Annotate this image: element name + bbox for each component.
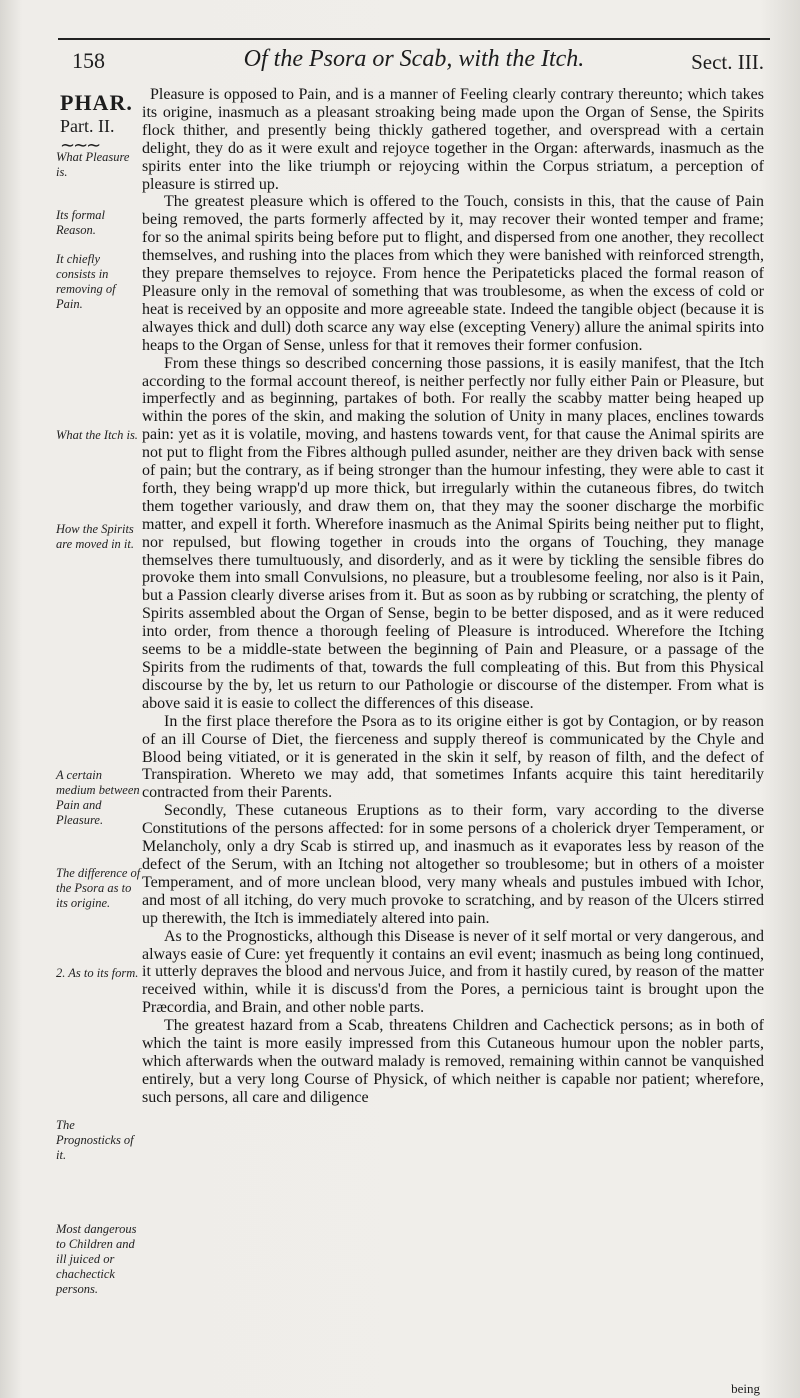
paragraph: In the first place therefore the Psora as to its origine either is got by Contagion, or by reason of an ill Course of Diet, the fierceness and supply thereof is communicated by the Chyle and Blood being vitiated, or it is generated in the skin it self, by reason of filth, and the defect of Transpiration. Whereto we may add, that sometimes Infants acquire this taint hereditarily contracted from their Parents. (142, 712, 764, 802)
paragraph: As to the Prognosticks, although this Disease is never of it self mortal or very dangerous, and always easie of Cure: yet frequently it contains an evil event; inasmuch as being long continued, it utterly depraves the blood and nervous Juice, and from it hastily cured, by reason of the matter received within, while it is discuss'd from the Pores, a pernicious taint is brought upon the Præcordia, and Brain, and other noble parts. (142, 927, 764, 1017)
margin-note: What the Itch is. (56, 428, 138, 442)
margin-note: The Prognosticks of it. (56, 1118, 134, 1162)
paragraph: The greatest hazard from a Scab, threatens Children and Cachectick persons; as in both of which the taint is more easily impressed from this Cutaneous humour upon the nobler parts, which afterwards when the outward malady is removed, remaining within cannot be vanquished entirely, but a very long Course of Physick, of which neither is capable nor patient; wherefore, such persons, all care and diligence (142, 1017, 764, 1106)
paragraph: Secondly, These cutaneous Eruptions as to their form, vary according to the diverse Constitutions of the persons affected: for in some persons of a cholerick dryer Temperament, or Melancholy, only a dry Scab is stirred up, and inasmuch as it evaporates less by reason of the defect of the Serum, with an Itching not altogether so troublesome; but in others of a moister Temperament, and of more unclean blood, very many wheals and pustules imbued with Ichor, and most of all itching, do very much provoke to scratching, and by reason of the Ulcers stirred up therewith, the Itch is immediately altered into pain. (142, 802, 764, 927)
paragraph: From these things so described concerning those passions, it is easily manifest, that the Itch according to the formal account thereof, is neither perfectly nor fully either Pain or Pleasure, but imperfectly and as beginning, partakes of both. For really the scabby matter being heaped up within the pores of the skin, and making the solution of Unity in many places, enclines towards pain: yet as it is volatile, moving, and hastens towards vent, for that cause the Animal spirits are not put to flight from the Fibres although pulled asunder, neither are they driven back with sense of pain; but the contrary, as if being stronger than the humour infesting, they were able to cast it forth, they being wrapp'd up more thick, but irregularly within the cutaneous fibres, do twitch them together variously, and draw them on, that they may the sooner discharge the morbific matter, and expell it forth. Wherefore inasmuch as the Animal Spirits being neither put to flight, nor repulsed, but flowing together in crouds into the organs of Touching, they manage themselves there tumultuously, and disorderly, and as it were by tickling the sensible fibres do provoke them into small Convulsions, no pleasure, but a troublesome feeling, nor also is it Pain, but a Passion clearly diverse arises from it. But as soon as by rubbing or scratching, the plenty of Spirits assembled about the Organ of Sense, begin to be better disposed, and as it were reduced into order, from thence a thorough feeling of Pleasure is introduced. Wherefore the Itching seems to be a middle-state between the beginning of Pain and Pleasure, or a passage of the Spirits from the rudiments of that, towards the full compleating of this. But from this Physical discourse by the by, let us return to our Pathologie or discourse of the distemper. From what is above said it is easie to collect the differences of this disease. (142, 354, 764, 712)
running-head (60, 90, 150, 156)
margin-note: The difference of the Psora as to its origine. (56, 866, 141, 910)
page-number: 158 (72, 48, 105, 73)
margin-note: 2. As to its form. (56, 966, 139, 980)
catchword: being (731, 1381, 760, 1396)
running-head-line1: PHAR. (60, 90, 133, 115)
margin-note: How the Spirits are moved in it. (56, 522, 134, 551)
margin-note: Its formal Reason. (56, 208, 105, 237)
running-head-line2: Part. II. (60, 116, 115, 136)
paragraph: Pleasure is opposed to Pain, and is a manner of Feeling clearly contrary thereunto; which takes its origine, inasmuch as a pleasant stroaking being made upon the Organ of Sense, the Spirits flock thither, and presently being thickly gathered together, and overspread with a certain delight, they do as it were exult and rejoyce together in the Organ: afterwards, inasmuch as the spirits enter into the like triumph or rejoycing within the Corpus striatum, a perception of pleasure is stirred up. (142, 86, 764, 193)
page-header (58, 38, 770, 80)
paragraph: The greatest pleasure which is offered to the Touch, consists in this, that the cause of Pain being removed, the parts formerly affected by it, may recover their wonted temper and frame; for so the animal spirits being before put to flight, and dispersed from one another, they recollect themselves, and rushing into the places from which they were banished with reinforced strength, they prepare themselves to rejoyce. From hence the Peripateticks placed the formal reason of Pleasure only in the removal of something that was troublesome, as when the excess of cold or heat is received by an opposite and more agreeable state. Indeed the tangible object (because it is alwayes thick and dull) doth scarce any way else (excepting Venery) allure the animal spirits into heaps to the Organ of Sense, unless for that it removes their former confusion. (142, 193, 764, 354)
margin-note: A certain medium between Pain and Pleasure. (56, 768, 140, 827)
section-label: Sect. III. (691, 50, 764, 74)
ornament-icon: ∼∼∼ (60, 135, 100, 155)
page-title: Of the Psora or Scab, with the Itch. (243, 46, 585, 72)
margin-note: It chiefly consists in removing of Pain. (56, 252, 116, 311)
margin-note: What Pleasure is. (56, 150, 130, 179)
body-text (142, 86, 764, 1107)
margin-note: Most dangerous to Children and ill juiced or chachectick persons. (56, 1222, 137, 1296)
